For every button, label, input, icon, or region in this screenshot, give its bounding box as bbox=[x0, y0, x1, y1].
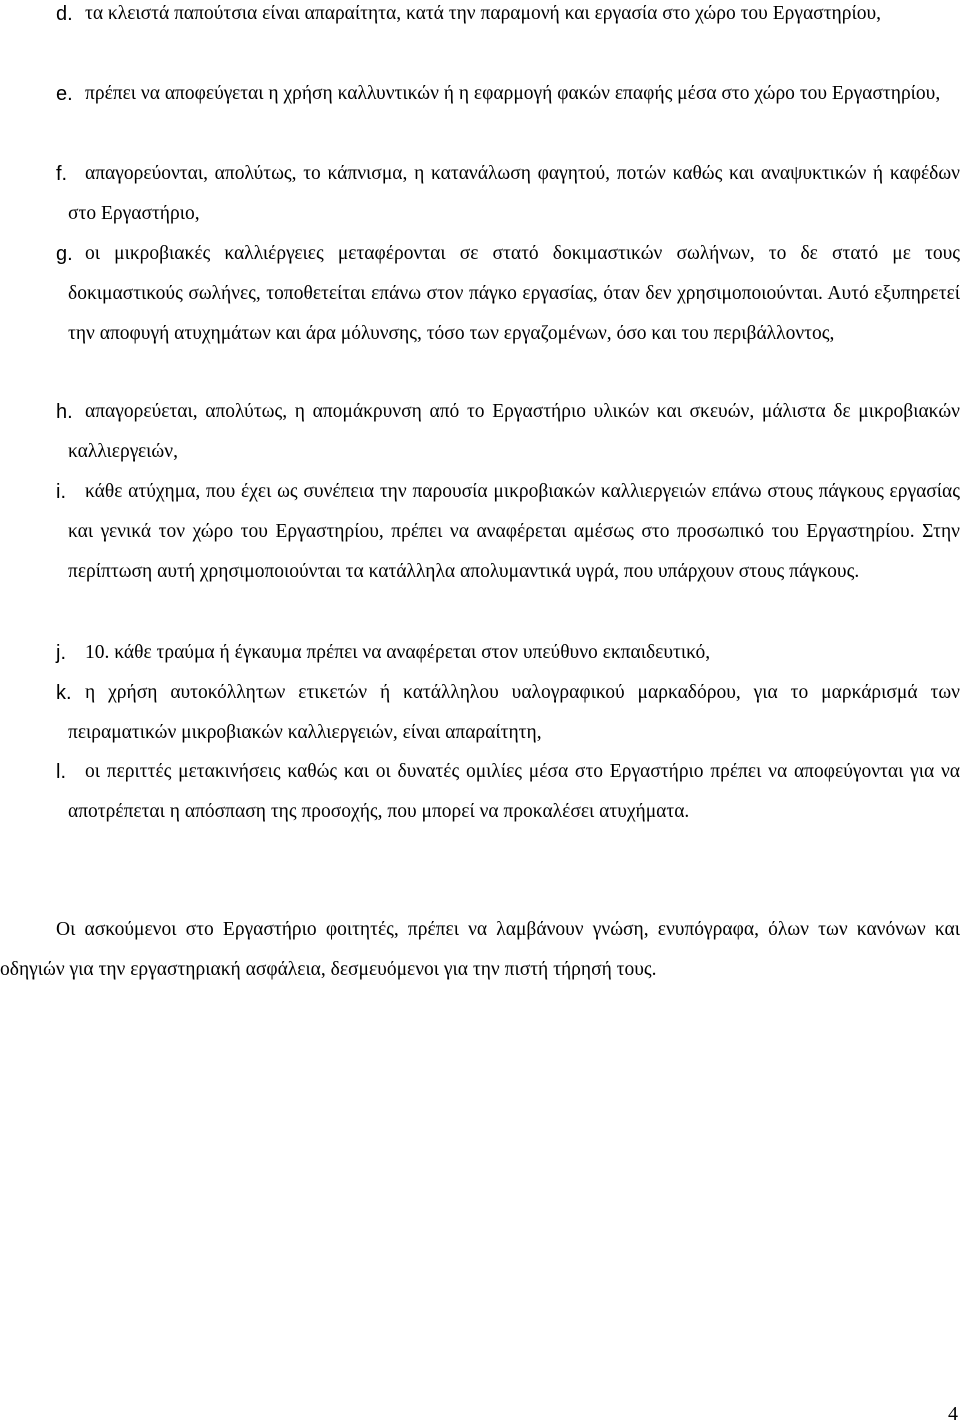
list-item-text: οι μικροβιακές καλλιέργειες μεταφέρονται σε στατό δοκιμαστικών σωλήνων, το δε στατό με τους δοκιμαστικούς σωλήνες, τοποθετείται επάνω στον πάγκο εργασίας, όταν δεν χρησιμοποιούνται. Αυτό εξυπηρετεί την αποφυγή ατυχημάτων και άρα μόλυνσης, τόσο των εργαζομένων, όσο και του περιβάλλοντος, bbox=[68, 243, 960, 344]
list-marker: e. bbox=[56, 83, 73, 105]
list-marker: k. bbox=[56, 682, 72, 704]
list-item-text: απαγορεύεται, απολύτως, η απομάκρυνση από το Εργαστήριο υλικών και σκευών, μάλιστα δε μικροβιακών καλλιεργειών, bbox=[68, 401, 960, 462]
list-item-text: η χρήση αυτοκόλλητων ετικετών ή κατάλληλου υαλογραφικού μαρκαδόρου, για το μαρκάρισμά των πειραματικών μικροβιακών καλλιεργειών, είναι απαραίτητη, bbox=[68, 682, 960, 743]
list-marker: f. bbox=[56, 163, 68, 185]
list-marker: j. bbox=[56, 642, 66, 664]
list-item-text: 10. κάθε τραύμα ή έγκαυμα πρέπει να αναφέρεται στον υπεύθυνο εκπαιδευτικό, bbox=[85, 642, 711, 663]
list-item-text: κάθε ατύχημα, που έχει ως συνέπεια την παρουσία μικροβιακών καλλιεργειών επάνω στους πάγκους εργασίας και γενικά τον χώρο του Εργαστηρίου, πρέπει να αναφέρεται αμέσως στο προσωπικό του Εργαστηρίου. Στην περίπτωση αυτή χρησιμοποιούνται τα κατάλληλα απολυμαντικά υγρά, που υπάρχουν στους πάγκους. bbox=[68, 481, 960, 582]
page-number: 4 bbox=[948, 1403, 958, 1425]
list-marker: g. bbox=[56, 243, 73, 265]
list-marker: d. bbox=[56, 3, 73, 25]
closing-paragraph: Οι ασκούμενοι στο Εργαστήριο φοιτητές, πρέπει να λαμβάνουν γνώση, ενυπόγραφα, όλων των κανόνων και οδηγιών για την εργαστηριακή ασφάλεια, δεσμευόμενοι για την πιστή τήρησή τους. bbox=[0, 919, 960, 980]
list-item-text: τα κλειστά παπούτσια είναι απαραίτητα, κατά την παραμονή και εργασία στο χώρο του Εργαστηρίου, bbox=[85, 3, 881, 24]
list-marker: l. bbox=[56, 761, 66, 783]
list-item-text: οι περιττές μετακινήσεις καθώς και οι δυνατές ομιλίες μέσα στο Εργαστήριο πρέπει να αποφεύγονται για να αποτρέπεται η απόσπαση της προσοχής, που μπορεί να προκαλέσει ατυχήματα. bbox=[68, 761, 960, 822]
list-item-text: απαγορεύονται, απολύτως, το κάπνισμα, η κατανάλωση φαγητού, ποτών καθώς και αναψυκτικών ή καφέδων στο Εργαστήριο, bbox=[68, 163, 960, 224]
list-item-text: πρέπει να αποφεύγεται η χρήση καλλυντικών ή η εφαρμογή φακών επαφής μέσα στο χώρο του Εργαστηρίου, bbox=[85, 83, 941, 104]
list-marker: i. bbox=[56, 481, 66, 503]
list-marker: h. bbox=[56, 401, 73, 423]
